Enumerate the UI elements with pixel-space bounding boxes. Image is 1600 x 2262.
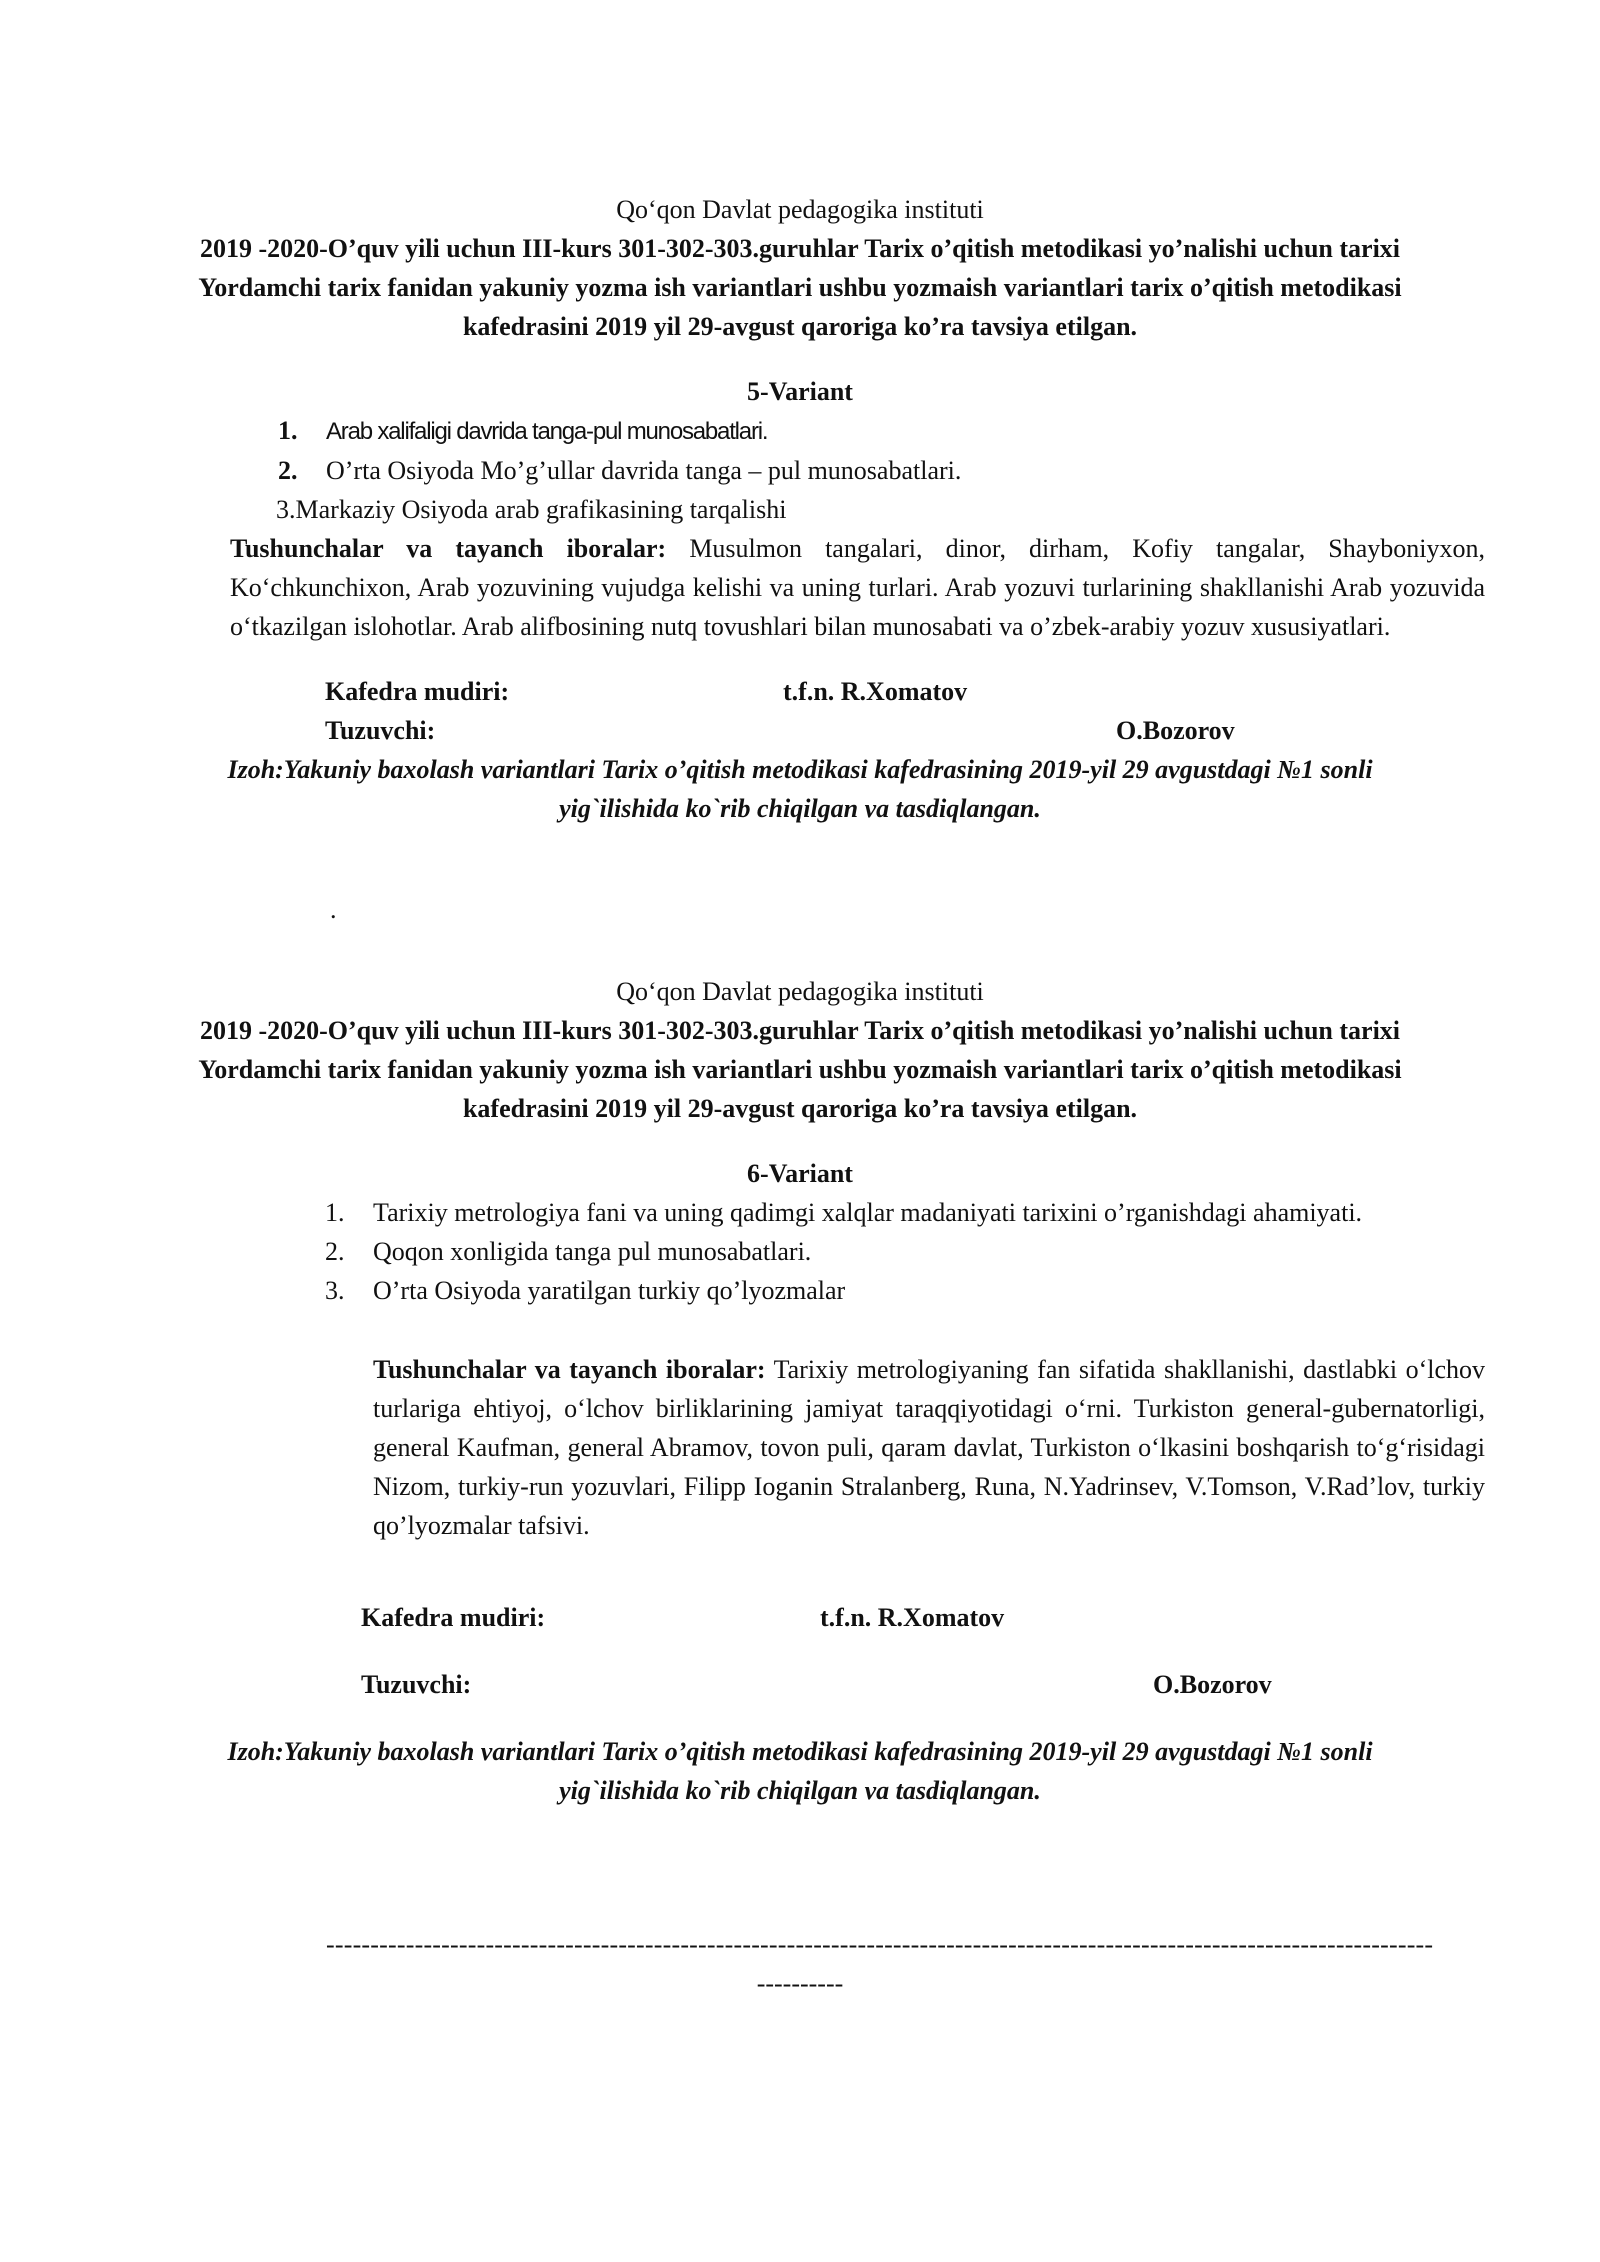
question-number: 2.	[278, 456, 298, 485]
question-number: 1.	[278, 416, 298, 445]
list-item	[276, 490, 1600, 529]
head-label: Kafedra mudiri:	[325, 677, 510, 706]
separator-dashes: -----------------------------------------------------------------------------------------------------------------------------	[326, 1930, 1434, 1959]
question-number: 1.	[325, 1198, 345, 1227]
variant-title: 5-Variant	[747, 377, 853, 406]
question-text: O’rta Osiyoda Mo’g’ullar davrida tanga – pul munosabatlari.	[326, 456, 962, 485]
variant-6-section	[0, 972, 1600, 1810]
document-heading: 2019 -2020-O’quv yili uchun III-kurs 301-302-303.guruhlar Tarix o’qitish metodikasi yo’nalishi uchun tarixi Yordamchi tarix fanidan yakuniy yozma ish variantlari ushbu yozmaish variantlari tarix o’qitish metodikasi kafedrasini 2019 yil 29-avgust qaroriga ko’ra tavsiya etilgan.	[198, 234, 1402, 341]
list-item	[325, 1271, 1485, 1310]
list-item	[278, 451, 1600, 490]
author-name: O.Bozorov	[1116, 716, 1235, 745]
head-label: Kafedra mudiri:	[361, 1603, 546, 1632]
signature-row-author	[0, 1665, 1600, 1704]
separator-dashes-end: ----------	[756, 1969, 844, 1998]
author-label: Tuzuvchi:	[325, 716, 436, 745]
question-text: Tarixiy metrologiya fani va uning qadimgi xalqlar madaniyati tarixini o’rganishdagi ahamiyati.	[373, 1198, 1363, 1227]
variant-title: 6-Variant	[747, 1159, 853, 1188]
list-item	[325, 1232, 1485, 1271]
concepts-text: Musulmon tangalari, dinor, dirham, Kofiy tangalar, Shayboniyxon, Ko‘chkunchixon, Arab yozuvining vujudga kelishi va uning turlari. Arab yozuvi turlarining shakllanishi Arab yozuvida o‘tkazilgan islohotlar. Arab alifbosining nutq tovushlari bilan munosabati va o’zbek-arabiy yozuv xususiyatlari.	[230, 534, 1485, 641]
separator-dot: .	[330, 895, 337, 924]
list-item	[325, 1193, 1485, 1232]
question-text: O’rta Osiyoda yaratilgan turkiy qo’lyozmalar	[373, 1276, 846, 1305]
institute-name: Qo‘qon Davlat pedagogika instituti	[616, 195, 984, 224]
head-name: t.f.n. R.Xomatov	[783, 677, 968, 706]
question-number: 2.	[325, 1237, 345, 1266]
institute-name: Qo‘qon Davlat pedagogika instituti	[616, 977, 984, 1006]
signature-row-head	[0, 1598, 1600, 1637]
author-name: O.Bozorov	[1153, 1670, 1272, 1699]
approval-note: Izoh:Yakuniy baxolash variantlari Tarix o’qitish metodikasi kafedrasining 2019-yil 29 avgustdagi №1 sonli yig`ilishida ko`rib chiqilgan va tasdiqlangan.	[227, 755, 1373, 823]
question-text: Arab xalifaligi davrida tanga-pul munosabatlari.	[326, 418, 768, 445]
question-text: Qoqon xonligida tanga pul munosabatlari.	[373, 1237, 812, 1266]
head-name: t.f.n. R.Xomatov	[820, 1603, 1005, 1632]
concepts-text: Tarixiy metrologiyaning fan sifatida shakllanishi, dastlabki o‘lchov turlariga ehtiyoj, o‘lchov birliklarining jamiyat taraqqiyotidagi o‘rni. Turkiston general-gubernatorligi, general Kaufman, general Abramov, tovon puli, qaram davlat, Turkiston o‘lkasini boshqarish to‘g‘risidagi Nizom, turkiy-run yozuvlari, Filipp Ioganin Stralanberg, Runa, N.Yadrinsev, V.Tomson, V.Rad’lov, turkiy qo’lyozmalar tafsivi.	[373, 1355, 1485, 1540]
question-list	[0, 1193, 1600, 1310]
signature-row-author	[0, 711, 1600, 750]
concepts-label: Tushunchalar va tayanch iboralar:	[373, 1355, 766, 1384]
question-number: 3.	[325, 1276, 345, 1305]
concepts-paragraph	[230, 529, 1485, 646]
concepts-paragraph	[373, 1350, 1485, 1545]
concepts-label: Tushunchalar va tayanch iboralar:	[230, 534, 667, 563]
list-item	[278, 411, 1600, 451]
signature-row-head	[0, 672, 1600, 711]
question-text: 3.Markaziy Osiyoda arab grafikasining tarqalishi	[276, 495, 787, 524]
document-heading: 2019 -2020-O’quv yili uchun III-kurs 301-302-303.guruhlar Tarix o’qitish metodikasi yo’nalishi uchun tarixi Yordamchi tarix fanidan yakuniy yozma ish variantlari ushbu yozmaish variantlari tarix o’qitish metodikasi kafedrasini 2019 yil 29-avgust qaroriga ko’ra tavsiya etilgan.	[198, 1016, 1402, 1123]
author-label: Tuzuvchi:	[361, 1670, 472, 1699]
approval-note: Izoh:Yakuniy baxolash variantlari Tarix o’qitish metodikasi kafedrasining 2019-yil 29 avgustdagi №1 sonli yig`ilishida ko`rib chiqilgan va tasdiqlangan.	[227, 1737, 1373, 1805]
variant-5-section	[0, 190, 1600, 828]
question-list	[0, 411, 1600, 529]
